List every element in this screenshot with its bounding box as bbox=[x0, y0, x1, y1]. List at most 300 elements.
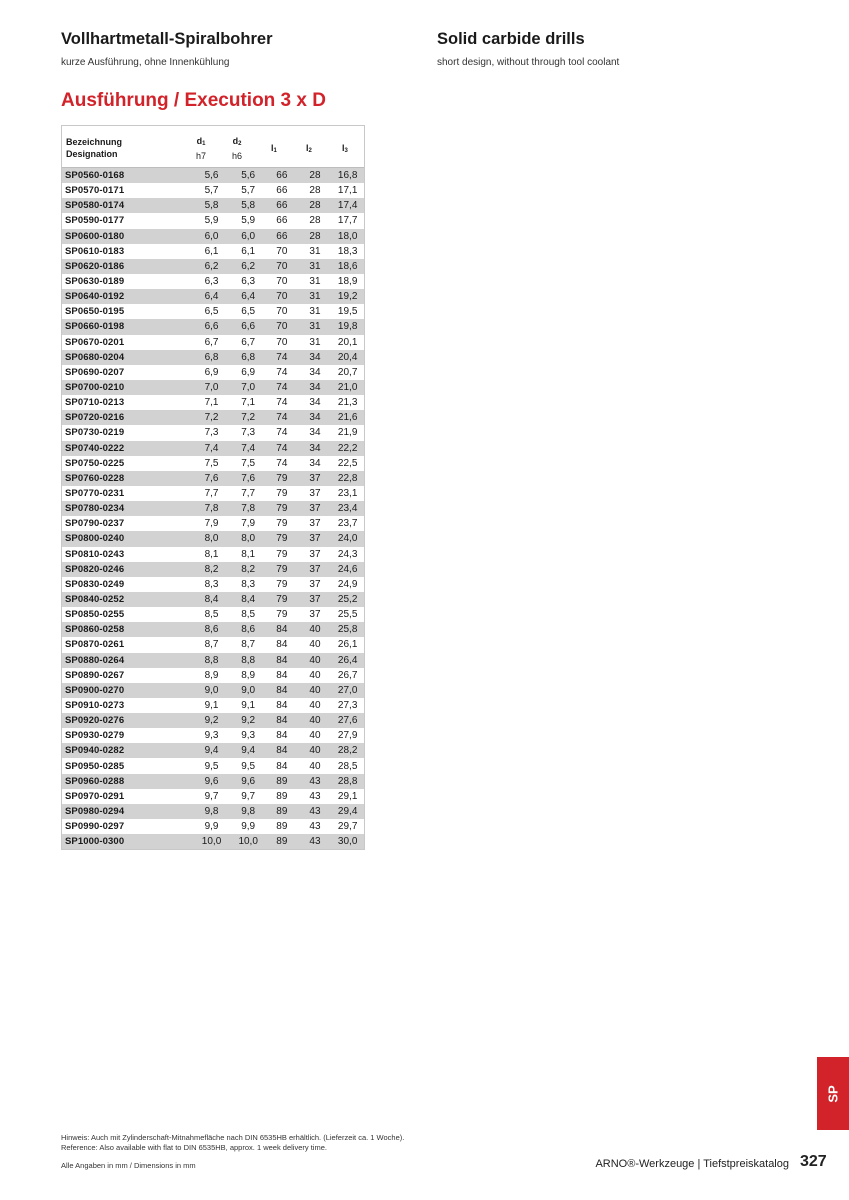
cell-d2: 9,8 bbox=[241, 805, 256, 817]
cell-l2: 37 bbox=[309, 548, 321, 560]
cell-l2: 37 bbox=[309, 488, 321, 500]
table-row bbox=[62, 547, 364, 562]
cell-l2: 40 bbox=[309, 624, 321, 636]
cell-designation: SP0830-0249 bbox=[65, 578, 125, 590]
cell-l3: 27,9 bbox=[337, 730, 358, 742]
cell-designation: SP0750-0225 bbox=[65, 457, 125, 469]
cell-l1: 79 bbox=[276, 609, 288, 621]
cell-d2: 9,6 bbox=[241, 775, 256, 787]
table-row bbox=[62, 728, 364, 743]
cell-d1: 8,2 bbox=[204, 563, 219, 575]
table-row bbox=[62, 668, 364, 683]
cell-l2: 40 bbox=[309, 639, 321, 651]
cell-l1: 79 bbox=[276, 533, 288, 545]
cell-d1: 9,7 bbox=[204, 790, 219, 802]
cell-designation: SP0710-0213 bbox=[65, 397, 125, 409]
cell-d1: 8,7 bbox=[204, 639, 219, 651]
cell-d1: 7,2 bbox=[204, 412, 219, 424]
table-row bbox=[62, 758, 364, 773]
cell-l1: 84 bbox=[276, 684, 288, 696]
cell-d2: 6,7 bbox=[241, 336, 256, 348]
cell-d2: 7,9 bbox=[241, 518, 256, 530]
table-row bbox=[62, 819, 364, 834]
cell-designation: SP0700-0210 bbox=[65, 382, 125, 394]
cell-d2: 7,7 bbox=[241, 488, 256, 500]
cell-d1: 8,0 bbox=[204, 533, 219, 545]
table-row bbox=[62, 183, 364, 198]
cell-d1: 8,5 bbox=[204, 609, 219, 621]
cell-d2: 7,0 bbox=[241, 382, 256, 394]
cell-l2: 37 bbox=[309, 594, 321, 605]
cell-designation: SP0940-0282 bbox=[65, 745, 125, 757]
cell-l2: 37 bbox=[309, 533, 321, 545]
cell-designation: SP0670-0201 bbox=[65, 336, 125, 348]
cell-d1: 8,1 bbox=[204, 548, 219, 560]
cell-l3: 24,3 bbox=[337, 548, 358, 560]
cell-designation: SP0600-0180 bbox=[65, 230, 125, 242]
cell-l1: 74 bbox=[276, 442, 288, 454]
cell-d2: 7,8 bbox=[241, 503, 256, 515]
cell-d1: 9,6 bbox=[204, 775, 219, 787]
cell-l3: 30,0 bbox=[337, 836, 358, 848]
cell-l2: 34 bbox=[309, 412, 321, 424]
cell-l2: 40 bbox=[309, 654, 321, 666]
cell-d1: 6,0 bbox=[204, 230, 219, 242]
cell-d1: 7,7 bbox=[204, 488, 219, 500]
cell-d1: 9,1 bbox=[204, 699, 219, 711]
footnote-de: Hinweis: Auch mit Zylinderschaft-Mitnahmefläche nach DIN 6535HB erhältlich. (Lieferzeit ca. 1 Woche). bbox=[61, 1133, 405, 1142]
brand-footer: ARNO®-Werkzeuge | Tiefstpreiskatalog bbox=[595, 1158, 789, 1170]
cell-l1: 74 bbox=[276, 457, 288, 469]
cell-d2: 6,9 bbox=[241, 366, 256, 378]
cell-l2: 31 bbox=[309, 306, 321, 318]
cell-d2: 9,7 bbox=[241, 790, 256, 802]
cell-designation: SP0950-0285 bbox=[65, 760, 125, 772]
cell-designation: SP0770-0231 bbox=[65, 488, 125, 500]
cell-l1: 74 bbox=[276, 382, 288, 394]
table-row bbox=[62, 592, 364, 607]
section-tab-label: SP bbox=[825, 1085, 841, 1103]
cell-d2: 7,6 bbox=[241, 472, 256, 484]
cell-d2: 8,1 bbox=[241, 548, 256, 560]
cell-l3: 28,5 bbox=[337, 760, 358, 772]
header-l2: $l_2$ bbox=[306, 143, 312, 154]
cell-l1: 70 bbox=[276, 306, 288, 318]
table-row bbox=[62, 713, 364, 728]
cell-l2: 28 bbox=[309, 230, 321, 242]
cell-l1: 84 bbox=[276, 730, 288, 742]
cell-d1: 10,0 bbox=[201, 836, 222, 848]
cell-d2: 9,2 bbox=[241, 715, 256, 727]
header-designation-de: Bezeichnung bbox=[66, 137, 123, 147]
cell-d1: 9,8 bbox=[204, 805, 219, 817]
cell-d1: 7,4 bbox=[204, 442, 219, 454]
cell-d1: 5,7 bbox=[204, 185, 219, 197]
cell-d2: 7,3 bbox=[241, 427, 256, 439]
cell-designation: SP0760-0228 bbox=[65, 472, 125, 484]
cell-d1: 8,6 bbox=[204, 624, 219, 636]
cell-l2: 43 bbox=[309, 790, 321, 802]
cell-designation: SP0610-0183 bbox=[65, 245, 125, 257]
cell-l1: 84 bbox=[276, 654, 288, 666]
cell-d2: 5,7 bbox=[241, 185, 256, 197]
section-tab-sp bbox=[817, 1057, 849, 1130]
cell-l2: 31 bbox=[309, 321, 321, 333]
cell-d2: 5,9 bbox=[241, 215, 256, 227]
table-row bbox=[62, 229, 364, 244]
cell-l3: 25,5 bbox=[337, 609, 358, 621]
page-subtitle-en: short design, without through tool coolant bbox=[437, 57, 620, 68]
cell-d1: 7,6 bbox=[204, 472, 219, 484]
cell-l3: 18,9 bbox=[337, 276, 358, 288]
cell-d2: 7,5 bbox=[241, 457, 256, 469]
cell-d1: 7,1 bbox=[204, 397, 219, 409]
cell-d1: 6,2 bbox=[204, 260, 219, 272]
cell-l1: 89 bbox=[276, 805, 288, 817]
cell-l3: 27,0 bbox=[337, 684, 358, 696]
cell-l3: 28,2 bbox=[337, 745, 358, 757]
cell-l3: 24,0 bbox=[337, 533, 358, 545]
footnote-en: Reference: Also available with flat to DIN 6535HB, approx. 1 week delivery time. bbox=[61, 1143, 327, 1152]
cell-d1: 9,0 bbox=[204, 684, 219, 696]
cell-designation: SP0690-0207 bbox=[65, 366, 125, 378]
table-row bbox=[62, 244, 364, 259]
header-designation bbox=[66, 136, 122, 160]
cell-l2: 37 bbox=[309, 472, 321, 484]
cell-d2: 8,9 bbox=[241, 669, 256, 681]
cell-l1: 66 bbox=[276, 215, 288, 227]
cell-designation: SP0630-0189 bbox=[65, 276, 125, 288]
cell-d1: 7,5 bbox=[204, 457, 219, 469]
cell-designation: SP0620-0186 bbox=[65, 260, 125, 272]
cell-d2: 8,2 bbox=[241, 563, 256, 575]
cell-l3: 23,7 bbox=[337, 518, 358, 530]
table-row bbox=[62, 441, 364, 456]
cell-d1: 6,9 bbox=[204, 366, 219, 378]
page-subtitle-de: kurze Ausführung, ohne Innenkühlung bbox=[61, 57, 230, 68]
cell-d2: 6,2 bbox=[241, 260, 256, 272]
table-row bbox=[62, 486, 364, 501]
cell-l3: 18,0 bbox=[337, 230, 358, 242]
cell-l2: 43 bbox=[309, 836, 321, 848]
cell-l2: 34 bbox=[309, 397, 321, 409]
cell-l2: 40 bbox=[309, 760, 321, 772]
dimensions-note: Alle Angaben in mm / Dimensions in mm bbox=[61, 1161, 196, 1170]
cell-l3: 28,8 bbox=[337, 775, 358, 787]
cell-l3: 21,6 bbox=[337, 412, 358, 424]
cell-designation: SP0990-0297 bbox=[65, 821, 125, 833]
cell-d2: 9,9 bbox=[241, 821, 256, 833]
cell-l3: 26,1 bbox=[337, 639, 358, 651]
cell-l3: 21,0 bbox=[337, 382, 358, 394]
cell-d2: 6,1 bbox=[241, 245, 256, 257]
cell-l1: 89 bbox=[276, 821, 288, 833]
cell-l1: 70 bbox=[276, 336, 288, 348]
cell-designation: SP0910-0273 bbox=[65, 699, 125, 711]
table-body bbox=[62, 168, 364, 849]
cell-l1: 84 bbox=[276, 715, 288, 727]
cell-l3: 17,1 bbox=[337, 185, 358, 197]
cell-d2: 6,8 bbox=[241, 351, 256, 363]
table-row bbox=[62, 456, 364, 471]
cell-l3: 20,1 bbox=[337, 336, 358, 348]
cell-l3: 25,8 bbox=[337, 624, 358, 636]
cell-l1: 79 bbox=[276, 472, 288, 484]
table-header bbox=[62, 126, 364, 168]
table-row bbox=[62, 365, 364, 380]
cell-d2: 8,5 bbox=[241, 609, 256, 621]
cell-l3: 24,9 bbox=[337, 578, 358, 590]
cell-d2: 7,4 bbox=[241, 442, 256, 454]
cell-d2: 8,3 bbox=[241, 578, 256, 590]
cell-d1: 6,3 bbox=[204, 276, 219, 288]
cell-d1: 9,5 bbox=[204, 760, 219, 772]
cell-l3: 22,8 bbox=[337, 472, 358, 484]
cell-d1: 9,3 bbox=[204, 730, 219, 742]
cell-l1: 79 bbox=[276, 518, 288, 530]
cell-l3: 21,3 bbox=[337, 397, 358, 409]
table-row bbox=[62, 213, 364, 228]
cell-l2: 34 bbox=[309, 442, 321, 454]
cell-l2: 31 bbox=[309, 336, 321, 348]
cell-l1: 84 bbox=[276, 624, 288, 636]
cell-l3: 16,8 bbox=[337, 170, 358, 182]
cell-l2: 43 bbox=[309, 821, 321, 833]
table-row bbox=[62, 531, 364, 546]
cell-l3: 26,4 bbox=[337, 654, 358, 666]
cell-l3: 29,7 bbox=[337, 821, 358, 833]
cell-l1: 79 bbox=[276, 563, 288, 575]
cell-l2: 34 bbox=[309, 382, 321, 394]
cell-designation: SP0860-0258 bbox=[65, 624, 125, 636]
cell-designation: SP0730-0219 bbox=[65, 427, 125, 439]
cell-d1: 6,5 bbox=[204, 306, 219, 318]
cell-d2: 9,3 bbox=[241, 730, 256, 742]
header-l1: $l_1$ bbox=[271, 143, 277, 154]
cell-d1: 5,6 bbox=[204, 170, 219, 182]
cell-l2: 31 bbox=[309, 291, 321, 303]
cell-l2: 34 bbox=[309, 427, 321, 439]
cell-d1: 9,2 bbox=[204, 715, 219, 727]
cell-l1: 66 bbox=[276, 200, 288, 212]
cell-l2: 40 bbox=[309, 684, 321, 696]
cell-designation: SP0850-0255 bbox=[65, 609, 125, 621]
table-row bbox=[62, 350, 364, 365]
cell-d2: 9,1 bbox=[241, 699, 256, 711]
cell-l1: 84 bbox=[276, 699, 288, 711]
cell-designation: SP0780-0234 bbox=[65, 503, 125, 515]
cell-l1: 74 bbox=[276, 397, 288, 409]
cell-l1: 74 bbox=[276, 427, 288, 439]
drill-table bbox=[61, 125, 365, 850]
table-row bbox=[62, 335, 364, 350]
cell-designation: SP0720-0216 bbox=[65, 412, 125, 424]
cell-l1: 79 bbox=[276, 578, 288, 590]
cell-designation: SP0840-0252 bbox=[65, 594, 125, 605]
footnote bbox=[61, 1133, 404, 1153]
cell-d2: 6,3 bbox=[241, 276, 256, 288]
cell-designation: SP0660-0198 bbox=[65, 321, 125, 333]
cell-l3: 23,4 bbox=[337, 503, 358, 515]
section-title: Ausführung / Execution 3 x D bbox=[61, 90, 326, 111]
cell-l1: 74 bbox=[276, 351, 288, 363]
cell-d2: 9,4 bbox=[241, 745, 256, 757]
cell-designation: SP0650-0195 bbox=[65, 306, 125, 318]
cell-l2: 31 bbox=[309, 245, 321, 257]
table-row bbox=[62, 607, 364, 622]
cell-l1: 79 bbox=[276, 594, 288, 605]
cell-l1: 66 bbox=[276, 230, 288, 242]
cell-l2: 37 bbox=[309, 578, 321, 590]
cell-l3: 18,6 bbox=[337, 260, 358, 272]
cell-l3: 19,2 bbox=[337, 291, 358, 303]
table-row bbox=[62, 304, 364, 319]
cell-l3: 27,6 bbox=[337, 715, 358, 727]
cell-designation: SP0590-0177 bbox=[65, 215, 125, 227]
table-row bbox=[62, 289, 364, 304]
page-title-de: Vollhartmetall-Spiralbohrer bbox=[61, 30, 273, 48]
cell-designation: SP0580-0174 bbox=[65, 200, 125, 212]
page-number: 327 bbox=[800, 1153, 827, 1170]
cell-l1: 70 bbox=[276, 260, 288, 272]
header-d2-tolerance: h6 bbox=[232, 151, 243, 161]
cell-l2: 40 bbox=[309, 715, 321, 727]
cell-designation: SP0810-0243 bbox=[65, 548, 125, 560]
table-row bbox=[62, 471, 364, 486]
cell-designation: SP0930-0279 bbox=[65, 730, 125, 742]
cell-l3: 20,7 bbox=[337, 366, 358, 378]
cell-l1: 89 bbox=[276, 790, 288, 802]
cell-d2: 8,7 bbox=[241, 639, 256, 651]
cell-l1: 74 bbox=[276, 366, 288, 378]
cell-designation: SP0980-0294 bbox=[65, 805, 125, 817]
table-row bbox=[62, 577, 364, 592]
cell-l2: 43 bbox=[309, 805, 321, 817]
cell-l2: 37 bbox=[309, 563, 321, 575]
cell-l3: 29,1 bbox=[337, 790, 358, 802]
cell-d2: 9,5 bbox=[241, 760, 256, 772]
cell-l3: 17,4 bbox=[337, 200, 358, 212]
cell-d2: 8,0 bbox=[241, 533, 256, 545]
table-row bbox=[62, 168, 364, 183]
cell-designation: SP0890-0267 bbox=[65, 669, 125, 681]
cell-d1: 5,9 bbox=[204, 215, 219, 227]
cell-l3: 19,5 bbox=[337, 306, 358, 318]
cell-d1: 8,3 bbox=[204, 578, 219, 590]
table-row bbox=[62, 698, 364, 713]
cell-designation: SP0680-0204 bbox=[65, 351, 125, 363]
cell-l2: 37 bbox=[309, 518, 321, 530]
cell-designation: SP0920-0276 bbox=[65, 715, 125, 727]
cell-designation: SP0880-0264 bbox=[65, 654, 125, 666]
cell-l3: 22,2 bbox=[337, 442, 358, 454]
cell-l2: 34 bbox=[309, 366, 321, 378]
header-d1: $d_1$ h7 bbox=[196, 136, 207, 161]
table-row bbox=[62, 653, 364, 668]
cell-d1: 6,6 bbox=[204, 321, 219, 333]
cell-l2: 37 bbox=[309, 503, 321, 515]
cell-d2: 10,0 bbox=[238, 836, 258, 848]
cell-l2: 28 bbox=[309, 215, 321, 227]
cell-l1: 66 bbox=[276, 185, 288, 197]
table-row bbox=[62, 774, 364, 789]
cell-designation: SP0870-0261 bbox=[65, 639, 125, 651]
cell-d1: 8,9 bbox=[204, 669, 219, 681]
cell-l2: 43 bbox=[309, 775, 321, 787]
cell-d1: 6,4 bbox=[204, 291, 219, 303]
cell-designation: SP0790-0237 bbox=[65, 518, 125, 530]
table-row bbox=[62, 395, 364, 410]
cell-l3: 19,8 bbox=[337, 321, 358, 333]
cell-l2: 31 bbox=[309, 260, 321, 272]
cell-d1: 7,3 bbox=[204, 427, 219, 439]
cell-l2: 28 bbox=[309, 200, 321, 212]
page-title-en: Solid carbide drills bbox=[437, 30, 585, 48]
cell-l2: 40 bbox=[309, 730, 321, 742]
cell-d2: 5,8 bbox=[241, 200, 256, 212]
cell-l3: 17,7 bbox=[337, 215, 358, 227]
header-l3: $l_3$ bbox=[342, 143, 348, 154]
header-d1-tolerance: h7 bbox=[196, 151, 207, 161]
cell-d1: 6,8 bbox=[204, 351, 219, 363]
cell-l3: 26,7 bbox=[337, 669, 358, 681]
cell-l2: 31 bbox=[309, 276, 321, 288]
cell-l3: 29,4 bbox=[337, 805, 358, 817]
cell-l2: 40 bbox=[309, 669, 321, 681]
cell-l3: 23,1 bbox=[337, 488, 358, 500]
table-row bbox=[62, 743, 364, 758]
cell-l2: 40 bbox=[309, 745, 321, 757]
table-row bbox=[62, 562, 364, 577]
cell-l1: 70 bbox=[276, 291, 288, 303]
cell-d1: 7,8 bbox=[204, 503, 219, 515]
cell-designation: SP0960-0288 bbox=[65, 775, 125, 787]
cell-l1: 89 bbox=[276, 775, 288, 787]
cell-l1: 74 bbox=[276, 412, 288, 424]
cell-l2: 34 bbox=[309, 351, 321, 363]
cell-d1: 5,8 bbox=[204, 200, 219, 212]
table-row bbox=[62, 789, 364, 804]
cell-d2: 6,0 bbox=[241, 230, 256, 242]
cell-l1: 84 bbox=[276, 745, 288, 757]
cell-l3: 25,2 bbox=[337, 594, 358, 605]
table-row bbox=[62, 804, 364, 819]
header-designation-en: Designation bbox=[66, 149, 118, 159]
cell-designation: SP0740-0222 bbox=[65, 442, 125, 454]
table-row bbox=[62, 425, 364, 440]
cell-l3: 22,5 bbox=[337, 457, 358, 469]
table-row bbox=[62, 198, 364, 213]
cell-l1: 89 bbox=[276, 836, 288, 848]
table-row bbox=[62, 834, 364, 849]
cell-l1: 79 bbox=[276, 488, 288, 500]
cell-l2: 28 bbox=[309, 185, 321, 197]
cell-l3: 24,6 bbox=[337, 563, 358, 575]
table-row bbox=[62, 516, 364, 531]
cell-d2: 6,5 bbox=[241, 306, 256, 318]
cell-designation: SP1000-0300 bbox=[65, 836, 125, 848]
cell-d1: 8,4 bbox=[204, 594, 219, 605]
cell-l1: 79 bbox=[276, 548, 288, 560]
cell-l1: 84 bbox=[276, 669, 288, 681]
cell-d1: 6,7 bbox=[204, 336, 219, 348]
header-d2: $d_2$ h6 bbox=[232, 136, 243, 161]
cell-d1: 9,9 bbox=[204, 821, 219, 833]
table-row bbox=[62, 380, 364, 395]
table-row bbox=[62, 501, 364, 516]
cell-d1: 6,1 bbox=[204, 245, 219, 257]
cell-d1: 8,8 bbox=[204, 654, 219, 666]
